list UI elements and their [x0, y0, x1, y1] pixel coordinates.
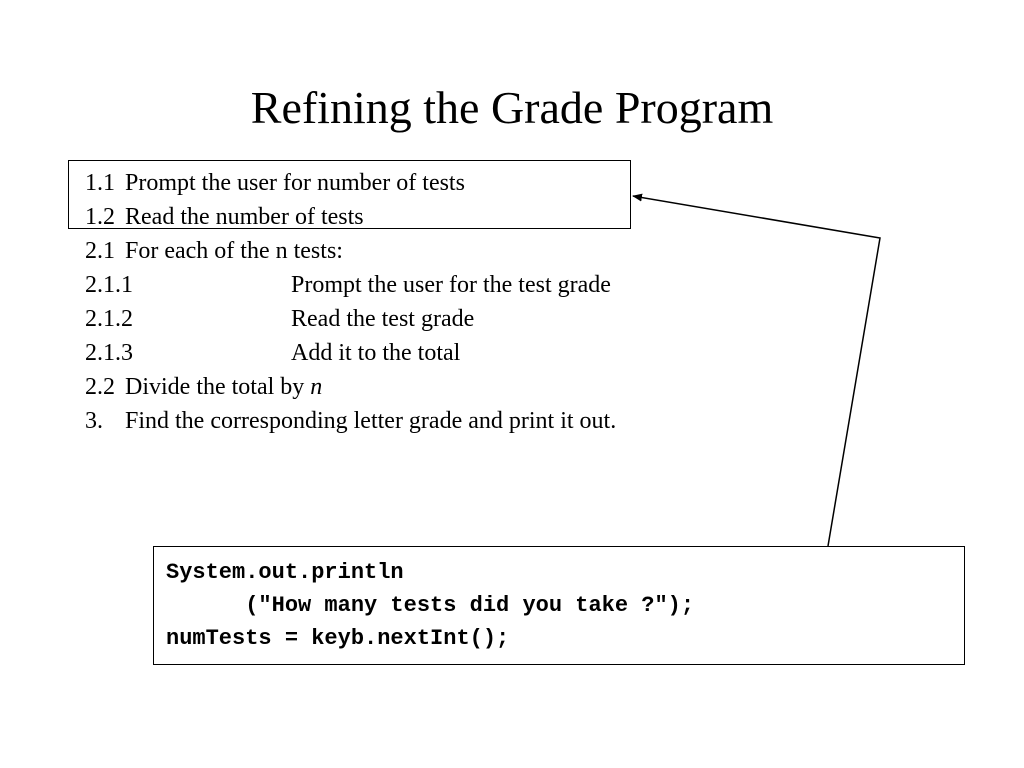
step-text: Prompt the user for the test grade: [291, 272, 611, 298]
step-number: 2.1.1: [85, 272, 133, 298]
step-text-plain: Divide the total by: [125, 374, 311, 400]
step-number: 3.: [85, 408, 103, 434]
step-text: Read the test grade: [291, 306, 475, 332]
step-number: 1.1: [85, 170, 115, 196]
step-number: 2.1.3: [85, 340, 133, 366]
code-line: System.out.println: [166, 560, 404, 585]
step-number: 2.2: [85, 374, 115, 400]
slide-title: Refining the Grade Program: [250, 82, 774, 133]
step-text: Add it to the total: [291, 340, 461, 366]
arrow-path: [633, 196, 880, 546]
code-line: ("How many tests did you take ?");: [166, 593, 695, 618]
step-text: Read the number of tests: [125, 204, 364, 230]
code-line: numTests = keyb.nextInt();: [166, 626, 510, 651]
step-number: 1.2: [85, 204, 115, 230]
step-number: 2.1.2: [85, 306, 133, 332]
step-text: Find the corresponding letter grade and print it out.: [125, 408, 617, 434]
step-text: For each of the n tests:: [125, 238, 343, 264]
step-text-italic: n: [310, 374, 323, 400]
step-text: Prompt the user for number of tests: [125, 170, 465, 196]
step-number: 2.1: [85, 238, 115, 264]
